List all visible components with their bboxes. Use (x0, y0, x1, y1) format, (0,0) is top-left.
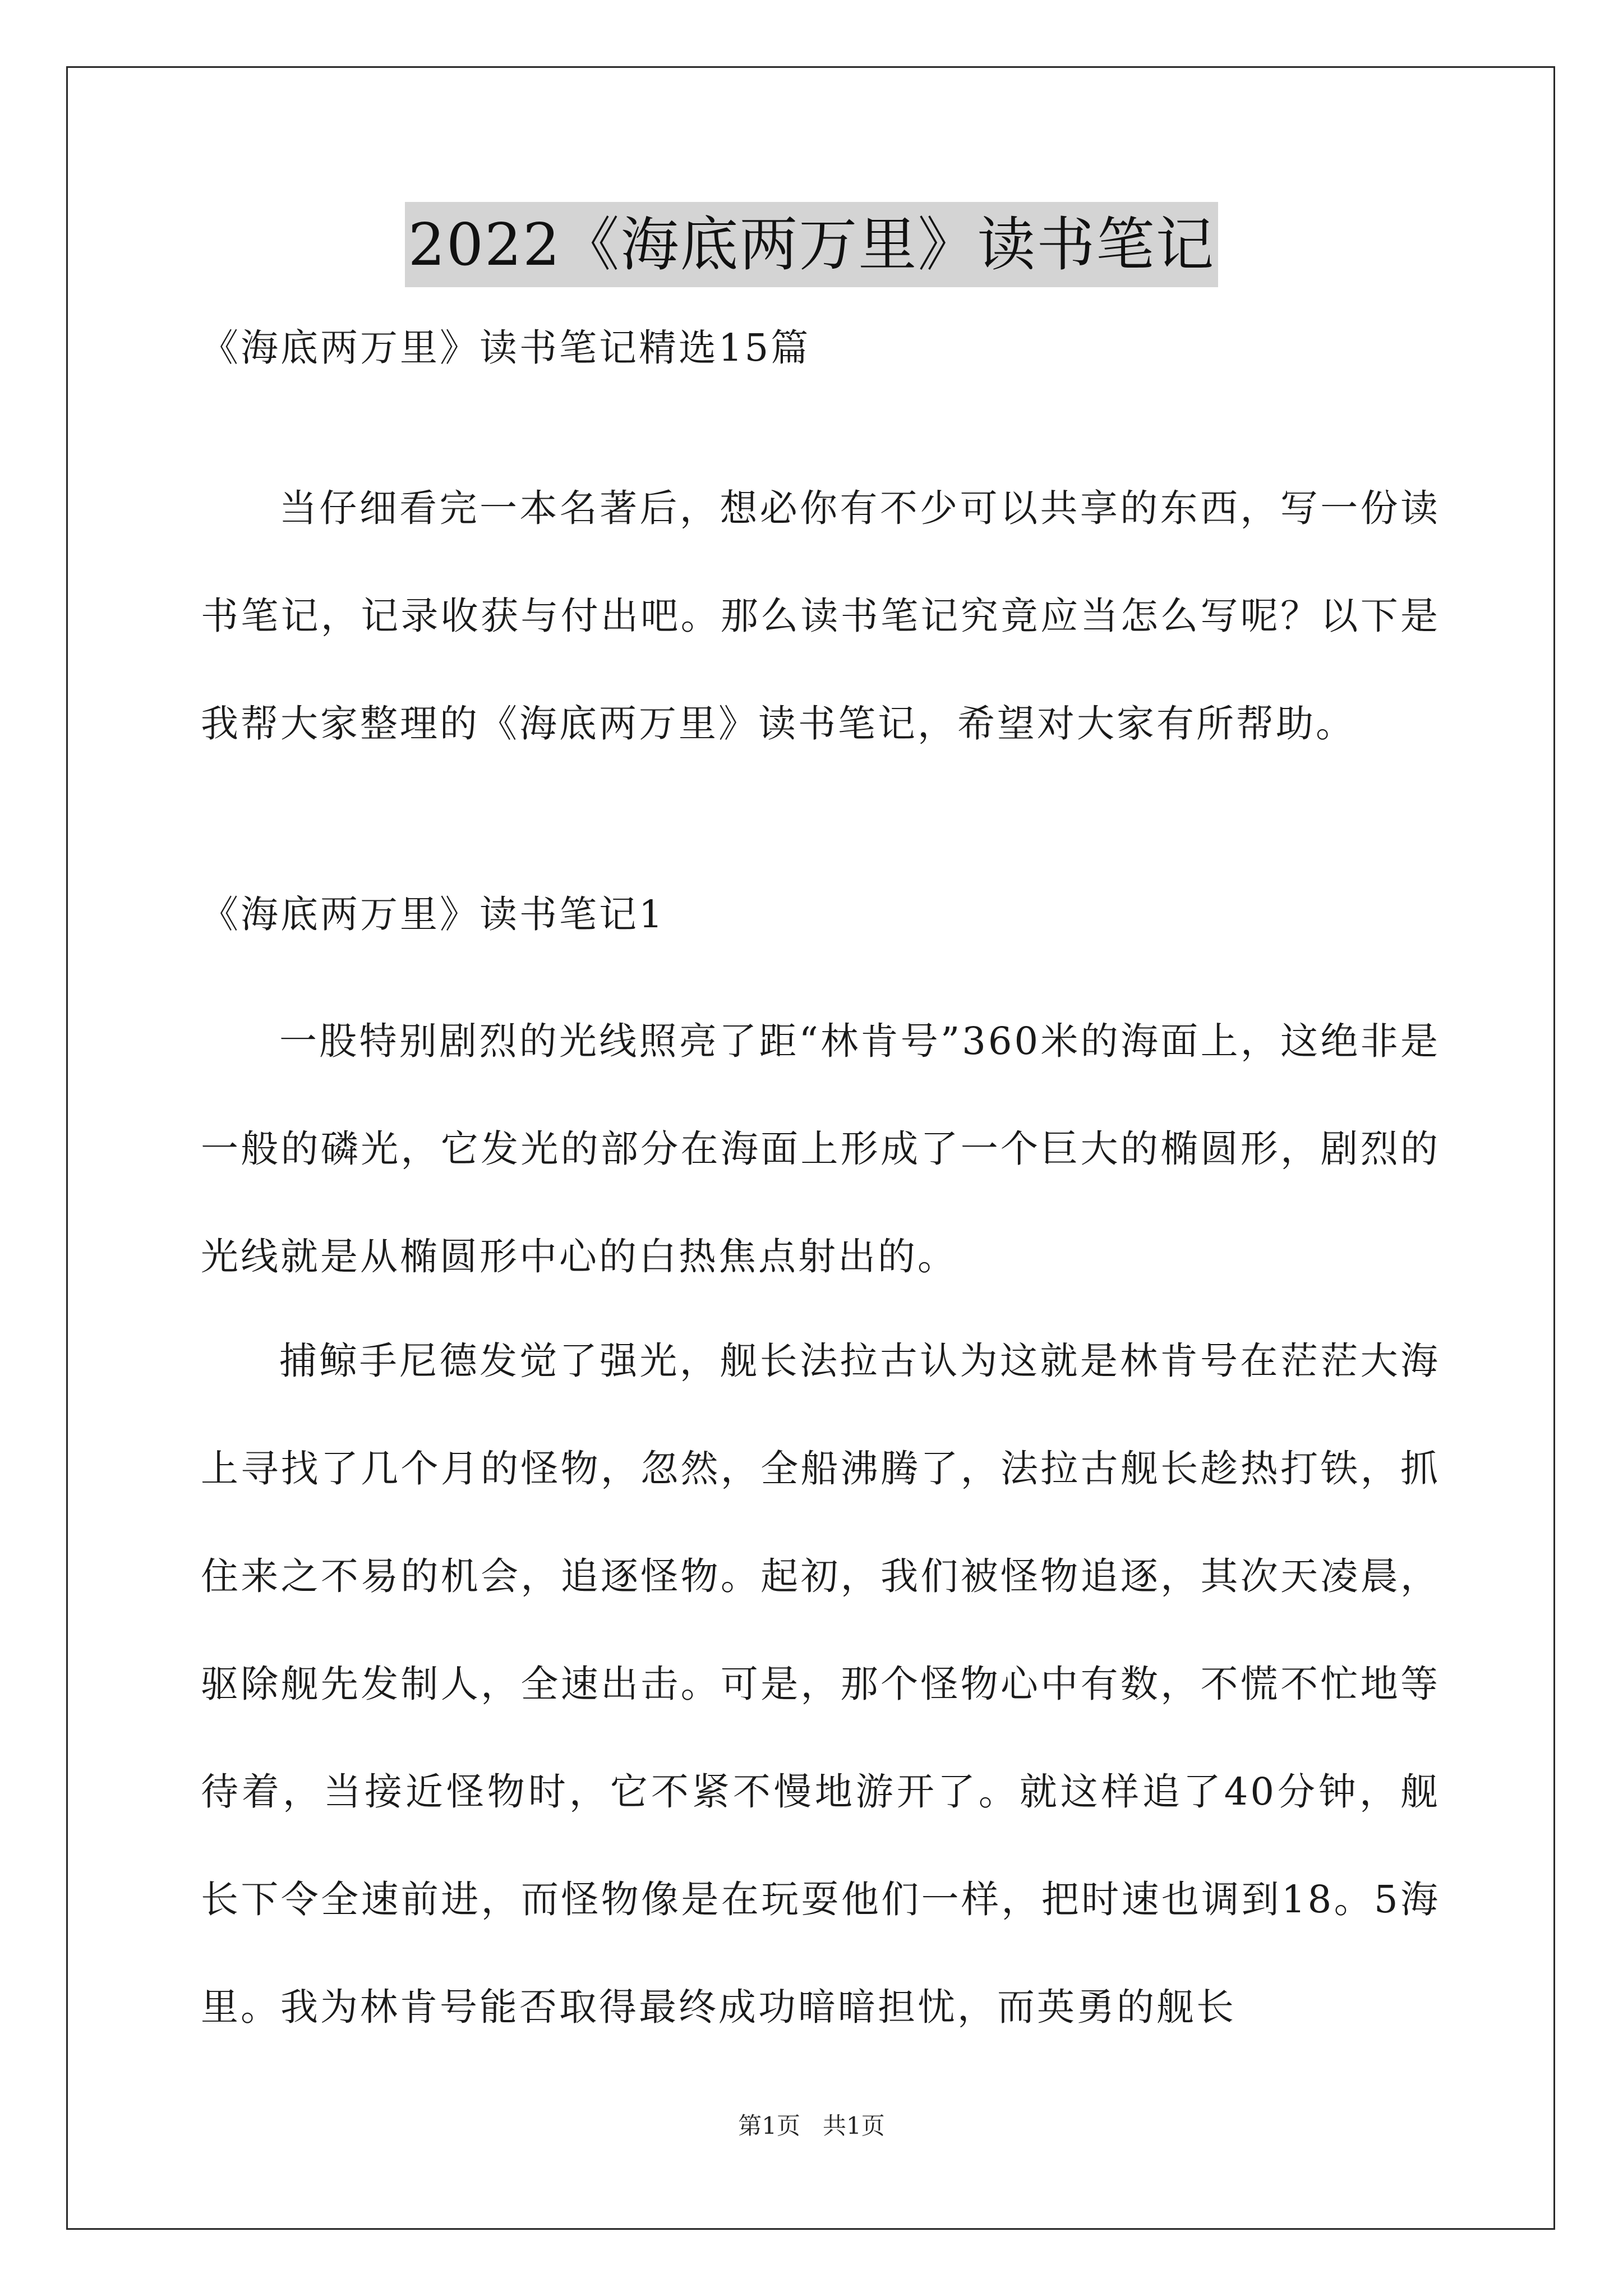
intro-paragraph: 当仔细看完一本名著后，想必你有不少可以共享的东西，写一份读书笔记，记录收获与付出吧。那么读书笔记究竟应当怎么写呢？以下是我帮大家整理的《海底两万里》读书笔记，希望对大家有所帮助。 (201, 486, 1440, 746)
page-number: 第1页 (738, 2112, 800, 2139)
section-heading: 《海底两万里》读书笔记1 (201, 892, 665, 936)
document-subtitle: 《海底两万里》读书笔记精选15篇 (201, 326, 811, 370)
page-total: 共1页 (823, 2112, 885, 2139)
title-container (0, 202, 1623, 287)
body-paragraph: 一股特别剧烈的光线照亮了距“林肯号”360米的海面上，这绝非是一般的磷光，它发光的部分在海面上形成了一个巨大的椭圆形，剧烈的光线就是从椭圆形中心的白热焦点射出的。 (201, 1019, 1440, 1278)
document-title: 2022《海底两万里》读书笔记 (405, 202, 1219, 287)
body-paragraph: 捕鲸手尼德发觉了强光，舰长法拉古认为这就是林肯号在茫茫大海上寻找了几个月的怪物，忽然，全船沸腾了，法拉古舰长趁热打铁，抓住来之不易的机会，追逐怪物。起初，我们被怪物追逐，其次天凌晨，驱除舰先发制人，全速出击。可是，那个怪物心中有数，不慌不忙地等待着，当接近怪物时，它不紧不慢地游开了。就这样追了40分钟，舰长下令全速前进，而怪物像是在玩耍他们一样，把时速也调到18。5海里。我为林肯号能否取得最终成功暗暗担忧，而英勇的舰长 (201, 1339, 1440, 2029)
page-footer (0, 2109, 1623, 2143)
